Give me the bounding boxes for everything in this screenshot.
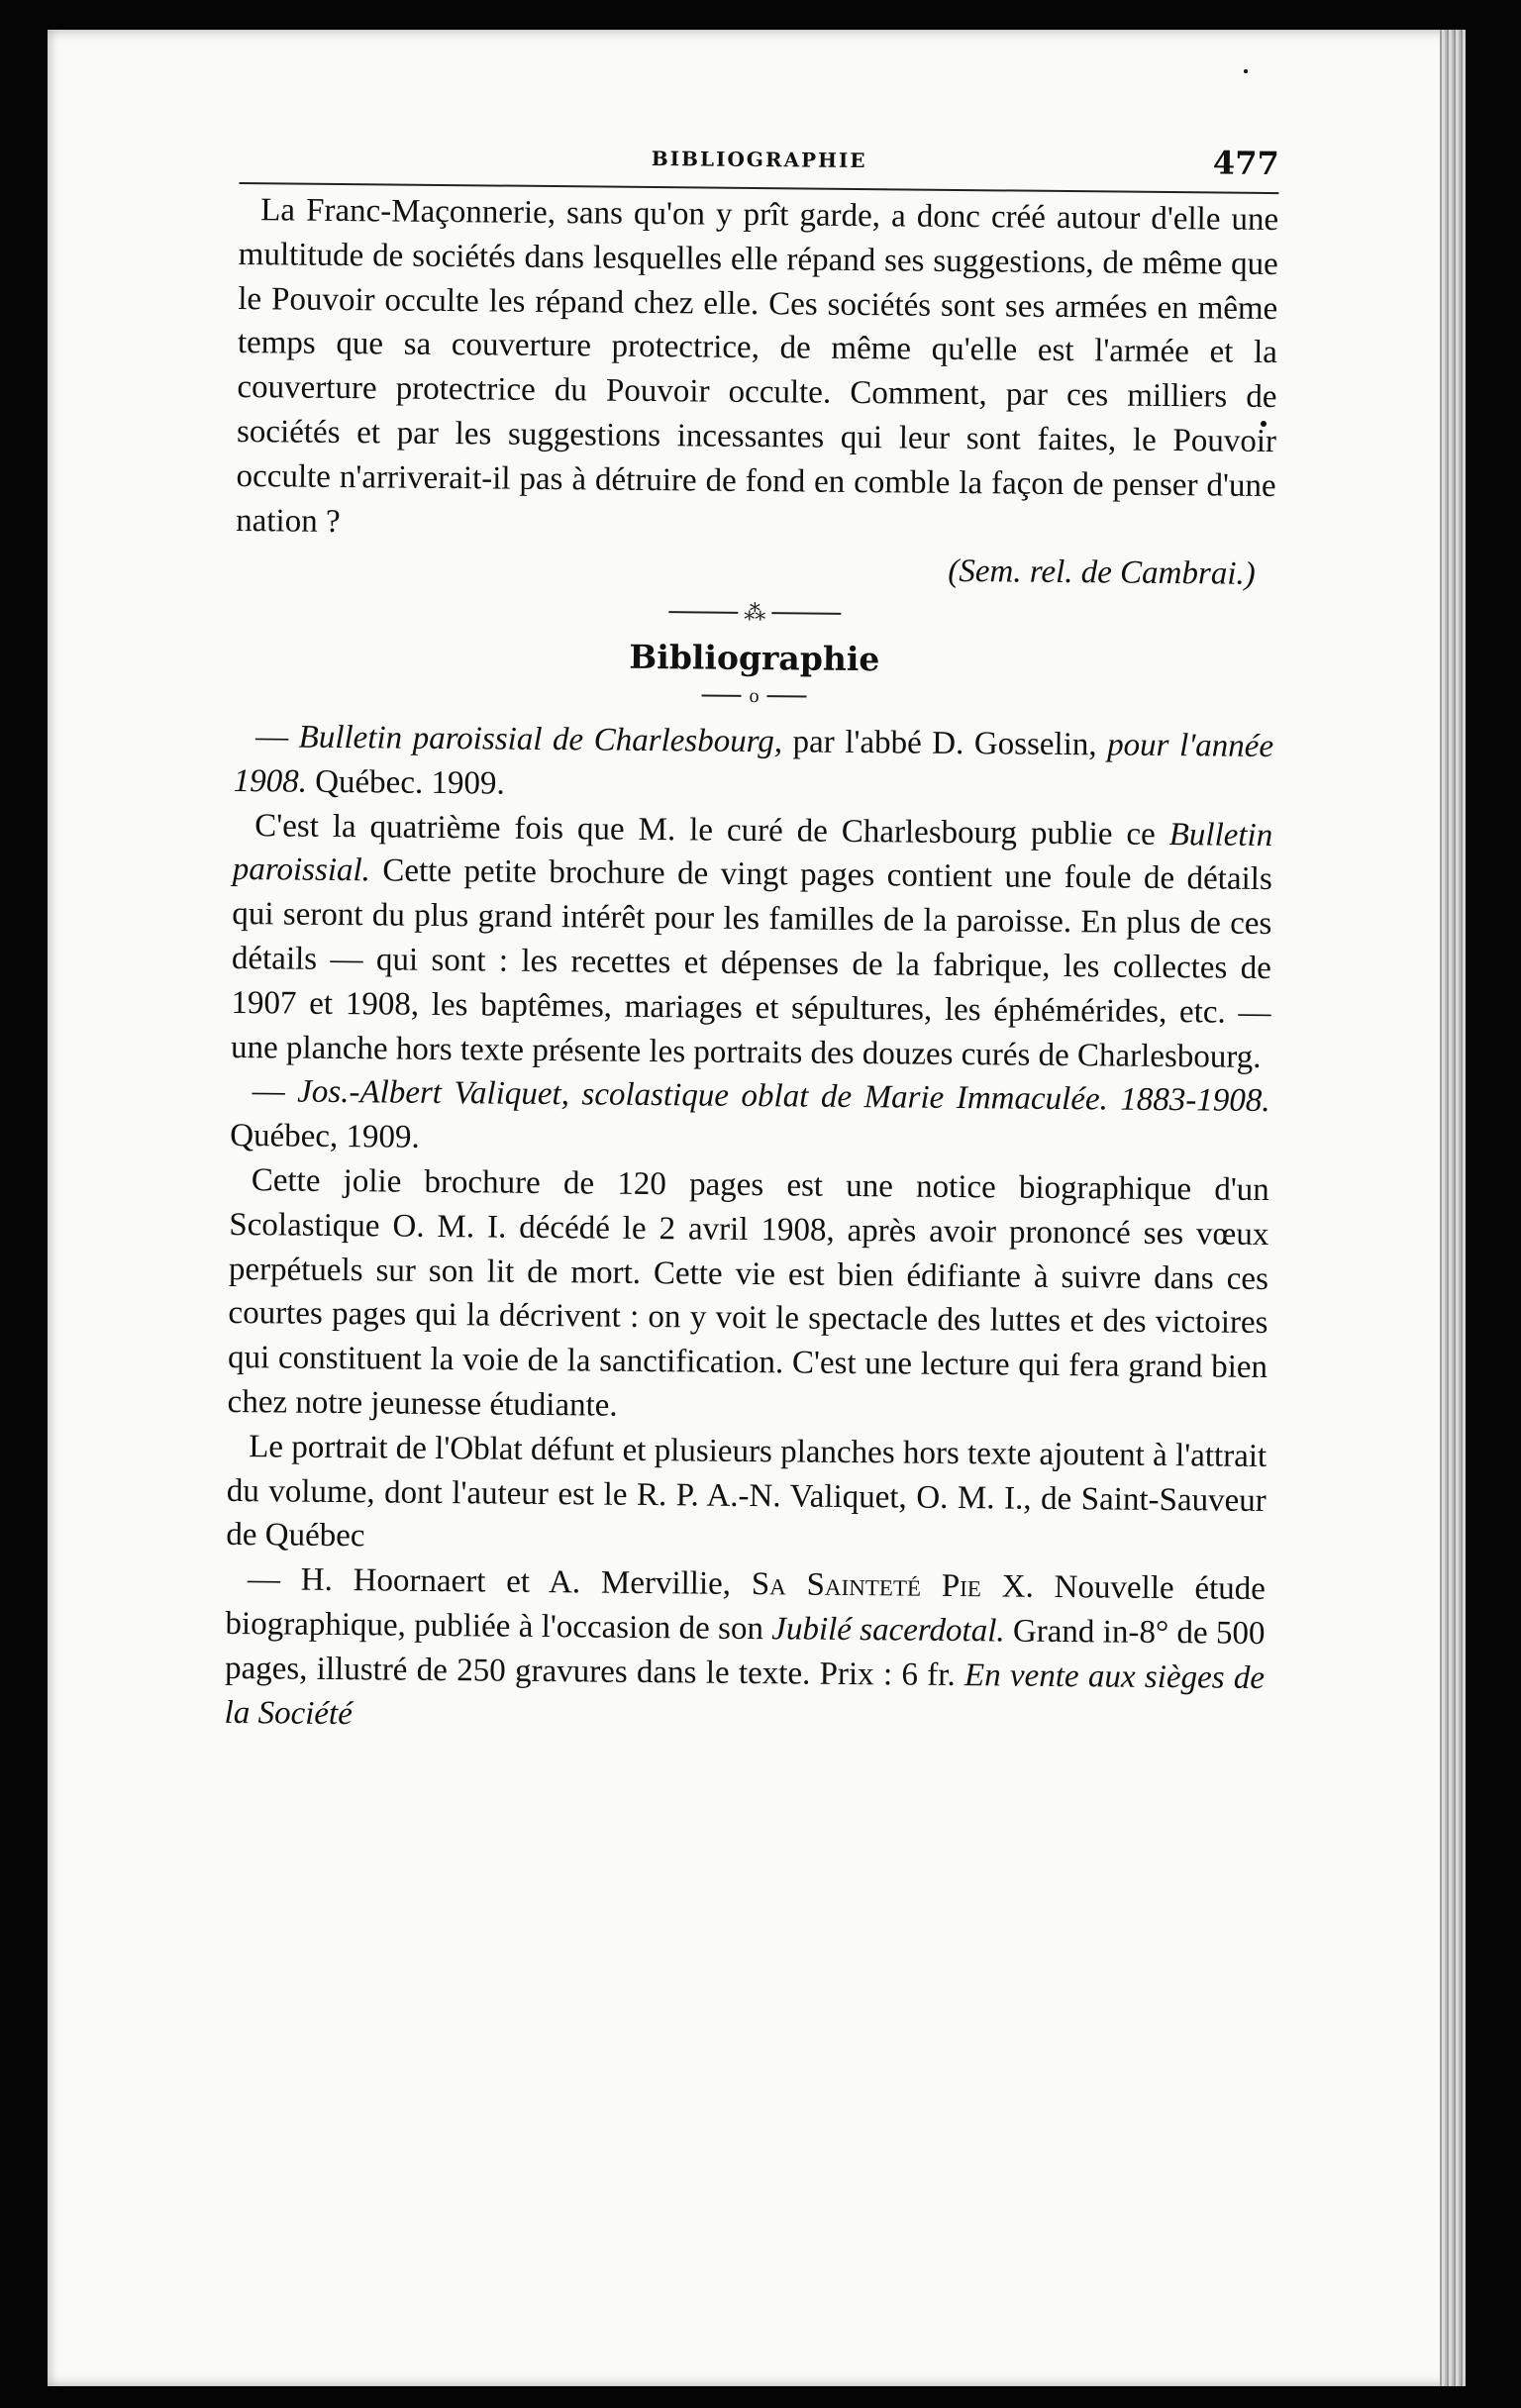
entry-description: Nouvelle étude biographique, publiée à l'occasion de son <box>225 1568 1267 1648</box>
article-paragraph: La Franc-Maçonnerie, sans qu'on y prît garde, a donc créé autour d'elle une multitude de sociétés dans lesquelles elle répand ses suggestions, de même que le Pouvoir occulte les répand chez elle. Ces sociétés sont ses armées en même temps que sa couverture protectrice, de même qu'elle est l'armée et la couverture protectrice du Pouvoir occulte. Comment, par ces milliers de sociétés et par les suggestions incessantes qui leur sont faites, le Pouvoir occulte n'arriverait-il pas à détruire de fond en comble la façon de penser d'une nation ? <box>236 192 1279 540</box>
review-paragraph: Cette jolie brochure de 120 pages est une notice biographique d'un Scolastique O. M. I. décédé le 2 avril 1908, après avoir prononcé ses vœux perpétuels sur son lit de mort. Cette vie est bien édifiante à suivre dans ces courtes pages qui la décrivent : on y voit le spectacle des luttes et des victoires qui constituent la voie de la sanctification. C'est une lecture qui fera grand bien chez notre jeunesse étudiante. <box>227 1162 1269 1424</box>
review-text: Cette petite brochure de vingt pages contient une foule de détails qui seront du plus grand intérêt pour les familles de la paroisse. En plus de ces détails — qui sont : les recettes et dépenses de la fabrique, les collectes de 1907 et 1908, les baptêmes, mariages et sépultures, les éphémérides, etc. — une planche hors texte présente les portraits des douzes curés de Charlesbourg. <box>230 853 1272 1075</box>
entry-format: Grand in-8° de 500 pages, illustré de 250 gravures dans le texte. Prix : 6 fr. <box>224 1613 1266 1693</box>
bibliography-entry <box>224 1557 1266 1745</box>
separator-circle-icon: o <box>749 685 760 708</box>
review-paragraph <box>231 804 1273 1080</box>
bibliography-entry <box>230 1069 1270 1168</box>
review-text: C'est la quatrième fois que M. le curé de Charlesbourg publie ce <box>254 807 1169 853</box>
text-block <box>224 129 1279 1745</box>
entry-dash: — <box>254 719 299 755</box>
entry-author: par l'abbé D. Gosselin, <box>781 724 1108 763</box>
page-number: 477 <box>1212 144 1279 183</box>
entry-title: Jos.-Albert Valiquet, scolastique oblat de Marie Immaculée. 1883-1908. <box>297 1074 1270 1120</box>
ornament-icon: ⁂ <box>744 599 766 625</box>
entry-dash: — <box>247 1561 301 1598</box>
page-edge-shadow <box>1440 30 1466 2386</box>
ink-speck <box>1244 69 1248 73</box>
review-paragraph: Le portrait de l'Oblat défunt et plusieurs planches hors texte ajoutent à l'attrait du volume, dont l'auteur est le R. P. A.-N. Valiquet, O. M. I., de Saint-Sauveur de Québec <box>226 1428 1268 1555</box>
entry-authors: H. Hoornaert et A. Mervillie, <box>300 1561 753 1603</box>
bibliography-entry <box>233 715 1273 814</box>
entry-dash: — <box>252 1073 298 1111</box>
ornament-rule-left <box>668 611 738 614</box>
entry-edition: pour l'année 1908. <box>233 727 1274 800</box>
entry-title: Bulletin paroissial de Charlesbourg, <box>298 719 783 760</box>
entry-title: Sa Sainteté Pie X. <box>751 1566 1034 1605</box>
running-title: BIBLIOGRAPHIE <box>651 146 867 173</box>
review-italic: Bulletin paroissial. <box>232 816 1273 889</box>
entry-imprint: Québec. 1909. <box>306 763 505 802</box>
separator-rule-right <box>767 695 807 697</box>
separator-rule-left <box>702 695 742 697</box>
ornament-divider <box>235 591 1274 633</box>
running-head <box>240 129 1279 190</box>
article-source: (Sem. rel. de Cambrai.) <box>948 553 1256 593</box>
book-page <box>48 30 1466 2386</box>
ornament-rule-right <box>771 612 841 615</box>
entry-occasion: Jubilé sacerdotal. <box>771 1611 1005 1650</box>
section-title: Bibliographie <box>629 637 880 678</box>
entry-imprint: Québec, 1909. <box>230 1118 420 1156</box>
entry-sale: En vente aux sièges de la Société <box>224 1656 1266 1732</box>
